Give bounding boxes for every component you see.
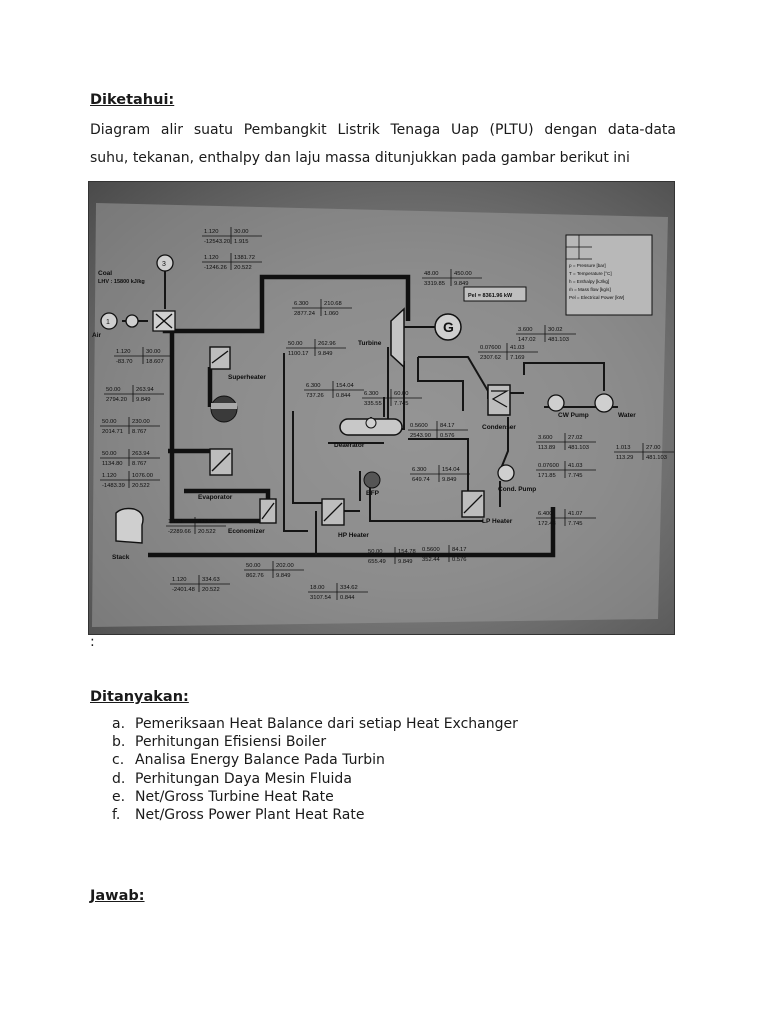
turbine-label: Turbine xyxy=(358,340,382,347)
intro-line-1: Diagram alir suatu Pembangkit Listrik Tenaga Uap (PLTU) dengan data-data xyxy=(90,122,676,138)
state-value: 60.00 xyxy=(394,391,409,397)
state-value: 655.49 xyxy=(368,559,386,565)
state-value: 0.5600 xyxy=(422,547,440,553)
legend-power: Pel = Electrical Power [kW] xyxy=(569,295,625,300)
state-value: 433.59 xyxy=(198,519,216,525)
state-value: 0.07600 xyxy=(480,345,501,351)
state-value: 7.745 xyxy=(568,521,583,527)
state-value: 1.060 xyxy=(324,311,339,317)
state-value: 737.26 xyxy=(306,393,324,399)
lhv-label: LHV : 15800 kJ/kg xyxy=(98,279,145,285)
state-value: 41.03 xyxy=(510,345,525,351)
state-value: 2307.62 xyxy=(480,355,501,361)
state-value: 335.55 xyxy=(364,401,382,407)
list-item xyxy=(112,751,518,769)
state-value: 1.120 xyxy=(204,229,219,235)
state-value: 20.522 xyxy=(132,483,150,489)
state-value: 27.00 xyxy=(646,445,661,451)
state-value: 1.120 xyxy=(204,255,219,261)
state-value: 147.02 xyxy=(518,337,536,343)
state-value: 230.00 xyxy=(132,419,150,425)
state-value: 8.767 xyxy=(132,429,147,435)
state-value: 7.745 xyxy=(394,401,409,407)
cw-pump-label: CW Pump xyxy=(558,412,589,419)
trailing-colon: : xyxy=(90,634,95,650)
state-value: 9.849 xyxy=(276,573,291,579)
state-value: 171.85 xyxy=(538,473,556,479)
state-value: 9.849 xyxy=(136,397,151,403)
state-value: 2877.24 xyxy=(294,311,315,317)
hp-heater-label: HP Heater xyxy=(338,532,369,539)
state-value: 84.17 xyxy=(440,423,455,429)
state-value: 7.745 xyxy=(568,473,583,479)
state-value: 6.400 xyxy=(538,511,553,517)
state-value: -83.70 xyxy=(116,359,133,365)
state-value: 6.300 xyxy=(306,383,321,389)
state-value: -2289.66 xyxy=(168,529,191,535)
state-value: 1134.80 xyxy=(102,461,123,467)
state-value: 30.02 xyxy=(548,327,563,333)
state-value: 3319.85 xyxy=(424,281,445,287)
state-value: 50.00 xyxy=(102,419,117,425)
state-value: 50.00 xyxy=(246,563,261,569)
list-item xyxy=(112,733,518,751)
item-marker: c. xyxy=(112,752,125,769)
state-value: 9.849 xyxy=(398,559,413,565)
state-value: 1381.72 xyxy=(234,255,255,261)
asked-heading: Ditanyakan: xyxy=(90,689,189,705)
item-marker: a. xyxy=(112,716,126,732)
state-value: 334.62 xyxy=(340,585,358,591)
coal-label: Coal xyxy=(98,270,113,277)
list-item xyxy=(112,715,518,733)
state-value: 0.844 xyxy=(340,595,355,601)
list-item xyxy=(112,806,518,824)
state-value: 6.300 xyxy=(412,467,427,473)
pltu-flow-diagram-photo xyxy=(88,181,675,635)
item-text: Net/Gross Power Plant Heat Rate xyxy=(135,807,365,824)
state-value: 113.29 xyxy=(616,455,634,461)
state-value: 0.576 xyxy=(452,557,467,563)
state-value: 50.00 xyxy=(368,549,383,555)
state-value: 9.849 xyxy=(442,477,457,483)
state-value: 1076.00 xyxy=(132,473,153,479)
state-value: 48.00 xyxy=(424,271,439,277)
water-label: Water xyxy=(618,412,636,419)
state-value: 262.96 xyxy=(318,341,336,347)
state-value: -1483.39 xyxy=(102,483,125,489)
intro-line-2: suhu, tekanan, enthalpy dan laju massa ditunjukkan pada gambar berikut ini xyxy=(90,150,630,166)
item-text: Perhitungan Efisiensi Boiler xyxy=(135,734,327,751)
state-value: 481.103 xyxy=(568,445,589,451)
state-value: 202.00 xyxy=(276,563,294,569)
state-value: 2794.20 xyxy=(106,397,127,403)
stack-label: Stack xyxy=(112,554,130,561)
state-value: 6.300 xyxy=(364,391,379,397)
bfp-label: BFP xyxy=(366,490,379,497)
list-item xyxy=(112,788,518,806)
deaerator-label: Deaerator xyxy=(334,442,365,449)
state-value: 20.522 xyxy=(202,587,220,593)
item-marker: d. xyxy=(112,770,126,787)
state-value: 1.915 xyxy=(234,239,249,245)
state-value: 113.89 xyxy=(538,445,556,451)
state-value: 1.120 xyxy=(102,473,117,479)
state-value: 0.576 xyxy=(440,433,455,439)
state-value: 0.07600 xyxy=(538,463,559,469)
state-value: 1.120 xyxy=(116,349,131,355)
item-marker: e. xyxy=(112,788,126,805)
svg-text:3: 3 xyxy=(162,261,166,268)
state-value: 30.00 xyxy=(146,349,161,355)
state-value: 84.17 xyxy=(452,547,467,553)
state-value: 50.00 xyxy=(288,341,303,347)
state-value: 20.522 xyxy=(198,529,216,535)
state-value: 154.04 xyxy=(336,383,354,389)
state-value: 210.68 xyxy=(324,301,342,307)
state-value: 18.607 xyxy=(146,359,164,365)
legend-massflow: ṁ = Mass flow [kg/s] xyxy=(569,287,611,292)
state-value: 9.849 xyxy=(318,351,333,357)
state-value: 6.300 xyxy=(294,301,309,307)
state-value: 1.013 xyxy=(616,445,631,451)
item-text: Perhitungan Daya Mesin Fluida xyxy=(135,770,352,787)
state-value: 2543.90 xyxy=(410,433,431,439)
known-heading: Diketahui: xyxy=(90,92,175,108)
state-value: 3107.54 xyxy=(310,595,331,601)
state-value: 263.94 xyxy=(136,387,154,393)
state-value: 154.78 xyxy=(398,549,416,555)
state-value: 30.00 xyxy=(234,229,249,235)
legend-temperature: T = Temperature [°C] xyxy=(569,271,612,276)
state-value: 649.74 xyxy=(412,477,430,483)
state-value: 862.76 xyxy=(246,573,264,579)
state-value: -12543.20 xyxy=(204,239,231,245)
lp-heater-label: LP Heater xyxy=(482,518,513,525)
state-value: 3.600 xyxy=(538,435,553,441)
state-value: 172.48 xyxy=(538,521,556,527)
condenser-label: Condenser xyxy=(482,424,516,431)
item-text: Pemeriksaan Heat Balance dari setiap Heat Exchanger xyxy=(135,716,518,732)
item-text: Analisa Energy Balance Pada Turbin xyxy=(135,752,385,769)
state-value: 1.120 xyxy=(172,577,187,583)
state-value: 20.522 xyxy=(234,265,252,271)
state-value: 18.00 xyxy=(310,585,325,591)
state-value: 1.120 xyxy=(168,519,183,525)
state-value: 481.103 xyxy=(548,337,569,343)
state-value: 1100.17 xyxy=(288,351,309,357)
state-value: 2014.71 xyxy=(102,429,123,435)
state-value: -1246.26 xyxy=(204,265,227,271)
state-value: 41.07 xyxy=(568,511,583,517)
item-marker: b. xyxy=(112,734,126,751)
state-value: 9.849 xyxy=(454,281,469,287)
state-value: 154.04 xyxy=(442,467,460,473)
state-value: 334.63 xyxy=(202,577,220,583)
evaporator-label: Evaporator xyxy=(198,494,233,501)
legend-enthalpy: h = Enthalpy [kJ/kg] xyxy=(569,279,610,284)
state-value: 50.00 xyxy=(102,451,117,457)
question-list xyxy=(112,715,518,824)
state-value: 0.5600 xyxy=(410,423,428,429)
state-value: 352.44 xyxy=(422,557,440,563)
state-value: 0.844 xyxy=(336,393,351,399)
svg-text:1: 1 xyxy=(106,319,110,326)
state-value: -2401.48 xyxy=(172,587,195,593)
svg-text:G: G xyxy=(443,319,454,335)
item-marker: f. xyxy=(112,807,121,824)
state-value: 263.94 xyxy=(132,451,150,457)
state-value: 7.169 xyxy=(510,355,525,361)
state-value: 27.02 xyxy=(568,435,583,441)
cond-pump-label: Cond. Pump xyxy=(498,486,537,493)
answer-heading: Jawab: xyxy=(90,888,145,904)
item-text: Net/Gross Turbine Heat Rate xyxy=(135,788,334,805)
list-item xyxy=(112,770,518,788)
pel-label: Pel = 8361.96 kW xyxy=(468,293,513,299)
state-value: 450.00 xyxy=(454,271,472,277)
state-value: 3.600 xyxy=(518,327,533,333)
state-value: 41.03 xyxy=(568,463,583,469)
air-label: Air xyxy=(92,332,102,339)
legend-pressure: p = Pressure [bar] xyxy=(569,263,606,268)
economizer-label: Economizer xyxy=(228,528,265,535)
superheater-label: Superheater xyxy=(228,374,266,381)
state-value: 8.767 xyxy=(132,461,147,467)
state-value: 50.00 xyxy=(106,387,121,393)
state-value: 481.103 xyxy=(646,455,667,461)
